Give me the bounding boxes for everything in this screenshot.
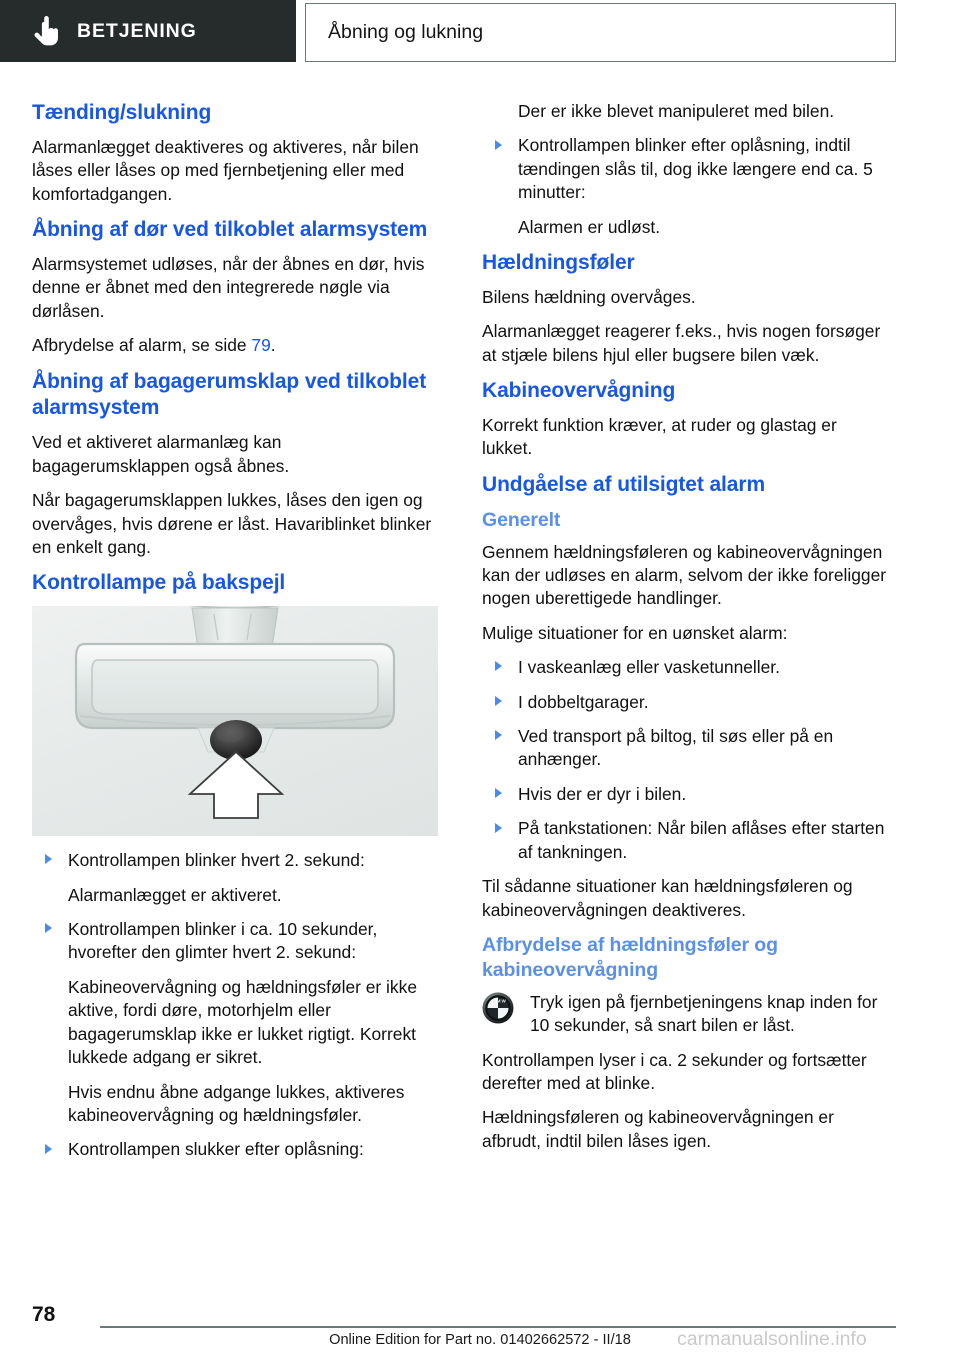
page-reference — [32, 334, 438, 357]
list-item — [482, 817, 888, 864]
heading-kontrollampe-paa-bakspejl: Kontrollampe på bakspejl — [32, 571, 286, 595]
heading-aabning-af-bagagerumsklap: Åbning af bagagerumsklap ved tilkoblet alarmsystem — [32, 369, 427, 420]
list-item-label: Hvis der er dyr i bilen. — [518, 783, 687, 804]
indicator-lamp-bullet-list-3 — [32, 1138, 438, 1161]
list-item — [32, 849, 438, 872]
paragraph: Alarmanlægget reagerer f.eks., hvis nogen forsøger at stjæle bilens hjul eller bugsere bilen væk. — [482, 321, 881, 365]
paragraph: Når bagagerumsklappen lukkes, låses den igen og overvåges, hvis dørene er låst. Havariblinket blinker en enkelt gang. — [32, 490, 432, 557]
left-column — [32, 100, 438, 1173]
heading-taending-slukning: Tænding/slukning — [32, 101, 212, 124]
page-header — [0, 0, 960, 66]
triangle-bullet-icon — [495, 788, 502, 798]
rear-view-mirror-illustration — [32, 606, 438, 836]
continued-bullet-list — [482, 134, 888, 204]
edition-text: Online Edition for Part no. 01402662572 - II/18 — [329, 1332, 631, 1348]
list-item — [482, 691, 888, 714]
triangle-bullet-icon — [495, 823, 502, 833]
indicator-lamp-bullet-list — [32, 849, 438, 872]
paragraph: Alarmsystemet udløses, når der åbnes en dør, hvis denne er åbnet med den integrerede nøgle via dørlåsen. — [32, 253, 425, 321]
list-item-label: På tankstationen: Når bilen aflåses efter starten af tankningen. — [518, 818, 885, 862]
paragraph: Ved et aktiveret alarmanlæg kan bagagerumsklappen også åbnes. — [32, 432, 290, 476]
heading-undgaaelse-af-utilsigtet-alarm: Undgåelse af utilsigtet alarm — [482, 472, 766, 496]
triangle-bullet-icon — [495, 730, 502, 740]
svg-text:B: B — [492, 998, 496, 1004]
bmw-roundel-icon — [482, 992, 514, 1024]
list-item-label: Kontrollampen blinker i ca. 10 sekunder, hvorefter den glimter hvert 2. sekund: — [68, 919, 378, 963]
list-item-continuation: Alarmanlægget er aktiveret. — [68, 884, 282, 905]
list-item — [482, 656, 888, 679]
unwanted-alarm-situations-list — [482, 656, 888, 864]
triangle-bullet-icon — [45, 854, 52, 864]
page-reference-number[interactable]: 79 — [251, 335, 271, 356]
pointing-hand-icon — [34, 16, 60, 46]
indicator-lamp-bullet-list-2 — [32, 918, 438, 965]
list-item-label: Kontrollampen blinker hvert 2. sekund: — [68, 850, 365, 871]
triangle-bullet-icon — [45, 1144, 52, 1154]
paragraph: Kontrollampen lyser i ca. 2 sekunder og fortsætter derefter med at blinke. — [482, 1049, 867, 1094]
list-item-label: Kontrollampen slukker efter oplåsning: — [68, 1139, 364, 1160]
paragraph: Gennem hældningsføleren og kabineovervågningen kan der udløses en alarm, selvom der ikke foreligger nogen uberettigede handlinger. — [482, 541, 887, 609]
list-item-continuation: Kabineovervågning og hældningsføler er ikke aktive, fordi døre, motorhjelm eller bagagerumsklap ikke er lukket rigtigt. Korrekt lukkede adgang er sikret. — [68, 976, 417, 1068]
right-column — [482, 100, 888, 1153]
list-item — [482, 725, 888, 772]
heading-aabning-af-doer: Åbning af dør ved tilkoblet alarmsystem — [32, 218, 428, 242]
triangle-bullet-icon — [45, 923, 52, 933]
section-label: Åbning og lukning — [328, 21, 484, 43]
triangle-bullet-icon — [495, 140, 502, 150]
paragraph: Mulige situationer for en uønsket alarm: — [482, 622, 788, 643]
paragraph: Til sådanne situationer kan hældningsføleren og kabineovervågningen deaktiveres. — [482, 876, 853, 920]
svg-text:M: M — [496, 998, 501, 1004]
heading-kabineovervaagning: Kabineovervågning — [482, 379, 676, 403]
list-item-label: Ved transport på biltog, til søs eller på en anhænger. — [518, 726, 834, 770]
triangle-bullet-icon — [495, 696, 502, 706]
page-reference-suffix: . — [270, 335, 276, 356]
site-watermark: carmanualsonline.info — [677, 1328, 867, 1350]
bmw-tip-note — [482, 991, 888, 1038]
list-item — [32, 918, 438, 965]
list-item — [32, 1138, 438, 1161]
subheading-afbrydelse-af-haeldningsfoeler: Afbrydelse af hældningsføler og kabineovervågning — [482, 933, 778, 981]
paragraph: Korrekt funktion kræver, at ruder og glastag er lukket. — [482, 415, 837, 459]
triangle-bullet-icon — [495, 661, 502, 671]
list-item-continuation: Alarmen er udløst. — [518, 216, 661, 237]
list-item-label: I vaskeanlæg eller vasketunneller. — [518, 657, 780, 678]
bmw-tip-text: Tryk igen på fjernbetjeningens knap inden for 10 sekunder, så snart bilen er låst. — [530, 991, 878, 1036]
section-title-box — [305, 3, 896, 62]
page-reference-prefix: Afbrydelse af alarm, se side — [32, 335, 252, 356]
list-item-continuation: Der er ikke blevet manipuleret med bilen. — [518, 101, 835, 121]
paragraph: Hældningsføleren og kabineovervågningen er afbrudt, indtil bilen låses igen. — [482, 1107, 834, 1151]
list-item — [482, 134, 888, 204]
chapter-label: BETJENING — [77, 19, 197, 42]
svg-text:W: W — [501, 998, 506, 1004]
list-item-label: Kontrollampen blinker efter oplåsning, indtil tændingen slås til, dog ikke længere end ca. 5 minutter: — [518, 135, 873, 203]
footer-divider — [100, 1326, 896, 1328]
chapter-tab[interactable] — [0, 0, 296, 62]
list-item-continuation: Hvis endnu åbne adgange lukkes, aktiveres kabineovervågning og hældningsføler. — [68, 1081, 405, 1125]
list-item-label: I dobbeltgarager. — [518, 691, 649, 712]
list-item — [482, 783, 888, 806]
subheading-generelt: Generelt — [482, 508, 561, 531]
paragraph: Alarmanlægget deaktiveres og aktiveres, når bilen låses eller låses op med fjernbetjening eller med komfortadgangen. — [32, 136, 419, 204]
heading-haeldningsfoeler: Hældningsføler — [482, 251, 635, 275]
paragraph: Bilens hældning overvåges. — [482, 286, 696, 307]
page-number: 78 — [32, 1303, 56, 1326]
